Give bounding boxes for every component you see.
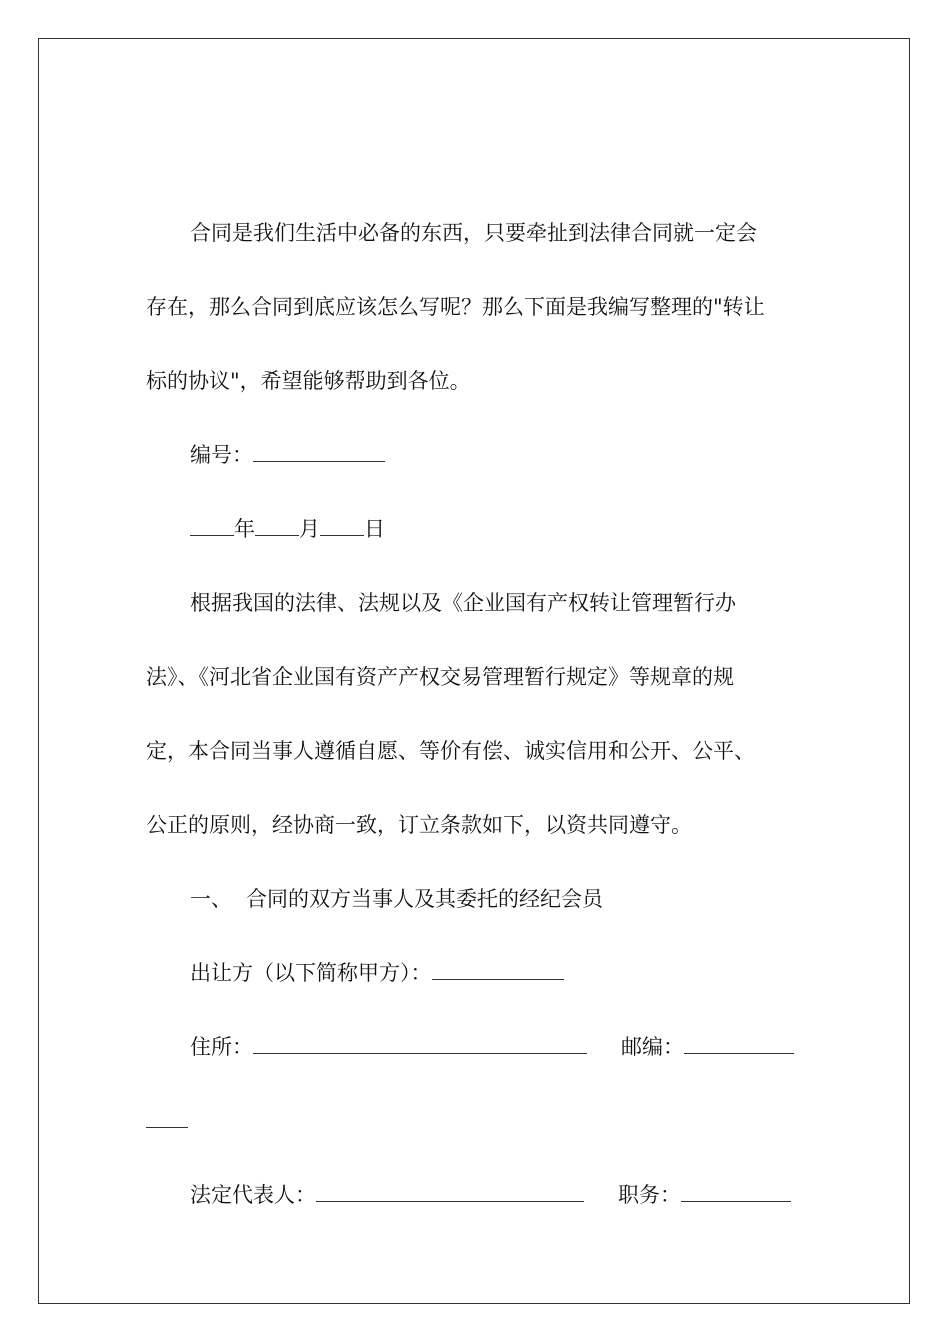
party-a-blank[interactable] xyxy=(432,961,564,980)
party-a-field xyxy=(146,936,806,1010)
legal-rep-blank[interactable] xyxy=(316,1183,584,1202)
position-label: 职务： xyxy=(618,1183,681,1207)
basis-line-2: 法》、《河北省企业国有资产产权交易管理暂行规定》等规章的规 xyxy=(146,665,734,689)
date-field xyxy=(146,492,806,566)
legal-rep-field xyxy=(146,1158,806,1232)
party-a-label: 出让方（以下简称甲方）： xyxy=(190,961,432,985)
postcode-blank[interactable] xyxy=(684,1035,794,1054)
month-blank[interactable] xyxy=(255,517,299,536)
address-blank[interactable] xyxy=(253,1035,587,1054)
intro-line-3: 标的协议"，希望能够帮助到各位。 xyxy=(146,369,471,393)
address-field xyxy=(146,1010,806,1084)
section-1-title: 合同的双方当事人及其委托的经纪会员 xyxy=(246,887,603,911)
basis-paragraph xyxy=(146,566,806,862)
day-blank[interactable] xyxy=(320,517,364,536)
intro-line-2: 存在，那么合同到底应该怎么写呢？那么下面是我编写整理的"转让 xyxy=(146,295,765,319)
number-blank[interactable] xyxy=(253,443,385,462)
legal-rep-label: 法定代表人： xyxy=(190,1183,316,1207)
day-label: 日 xyxy=(364,517,385,541)
basis-line-1: 根据我国的法律、法规以及《企业国有产权转让管理暂行办 xyxy=(190,591,736,615)
year-blank[interactable] xyxy=(190,517,234,536)
number-label: 编号： xyxy=(190,443,253,467)
intro-line-1: 合同是我们生活中必备的东西，只要牵扯到法律合同就一定会 xyxy=(190,221,757,245)
basis-line-3: 定，本合同当事人遵循自愿、等价有偿、诚实信用和公开、公平、 xyxy=(146,739,755,763)
section-1-number: 一、 xyxy=(190,887,232,911)
postcode-continuation xyxy=(146,1084,806,1158)
address-label: 住所： xyxy=(190,1035,253,1059)
postcode-blank-continued[interactable] xyxy=(146,1109,188,1128)
year-label: 年 xyxy=(234,517,255,541)
document-body xyxy=(146,196,806,1232)
month-label: 月 xyxy=(299,517,320,541)
basis-line-4: 公正的原则，经协商一致，订立条款如下，以资共同遵守。 xyxy=(146,813,692,837)
section-1-heading xyxy=(146,862,806,936)
postcode-label: 邮编： xyxy=(621,1035,684,1059)
position-blank[interactable] xyxy=(681,1183,791,1202)
intro-paragraph xyxy=(146,196,806,418)
number-field xyxy=(146,418,806,492)
